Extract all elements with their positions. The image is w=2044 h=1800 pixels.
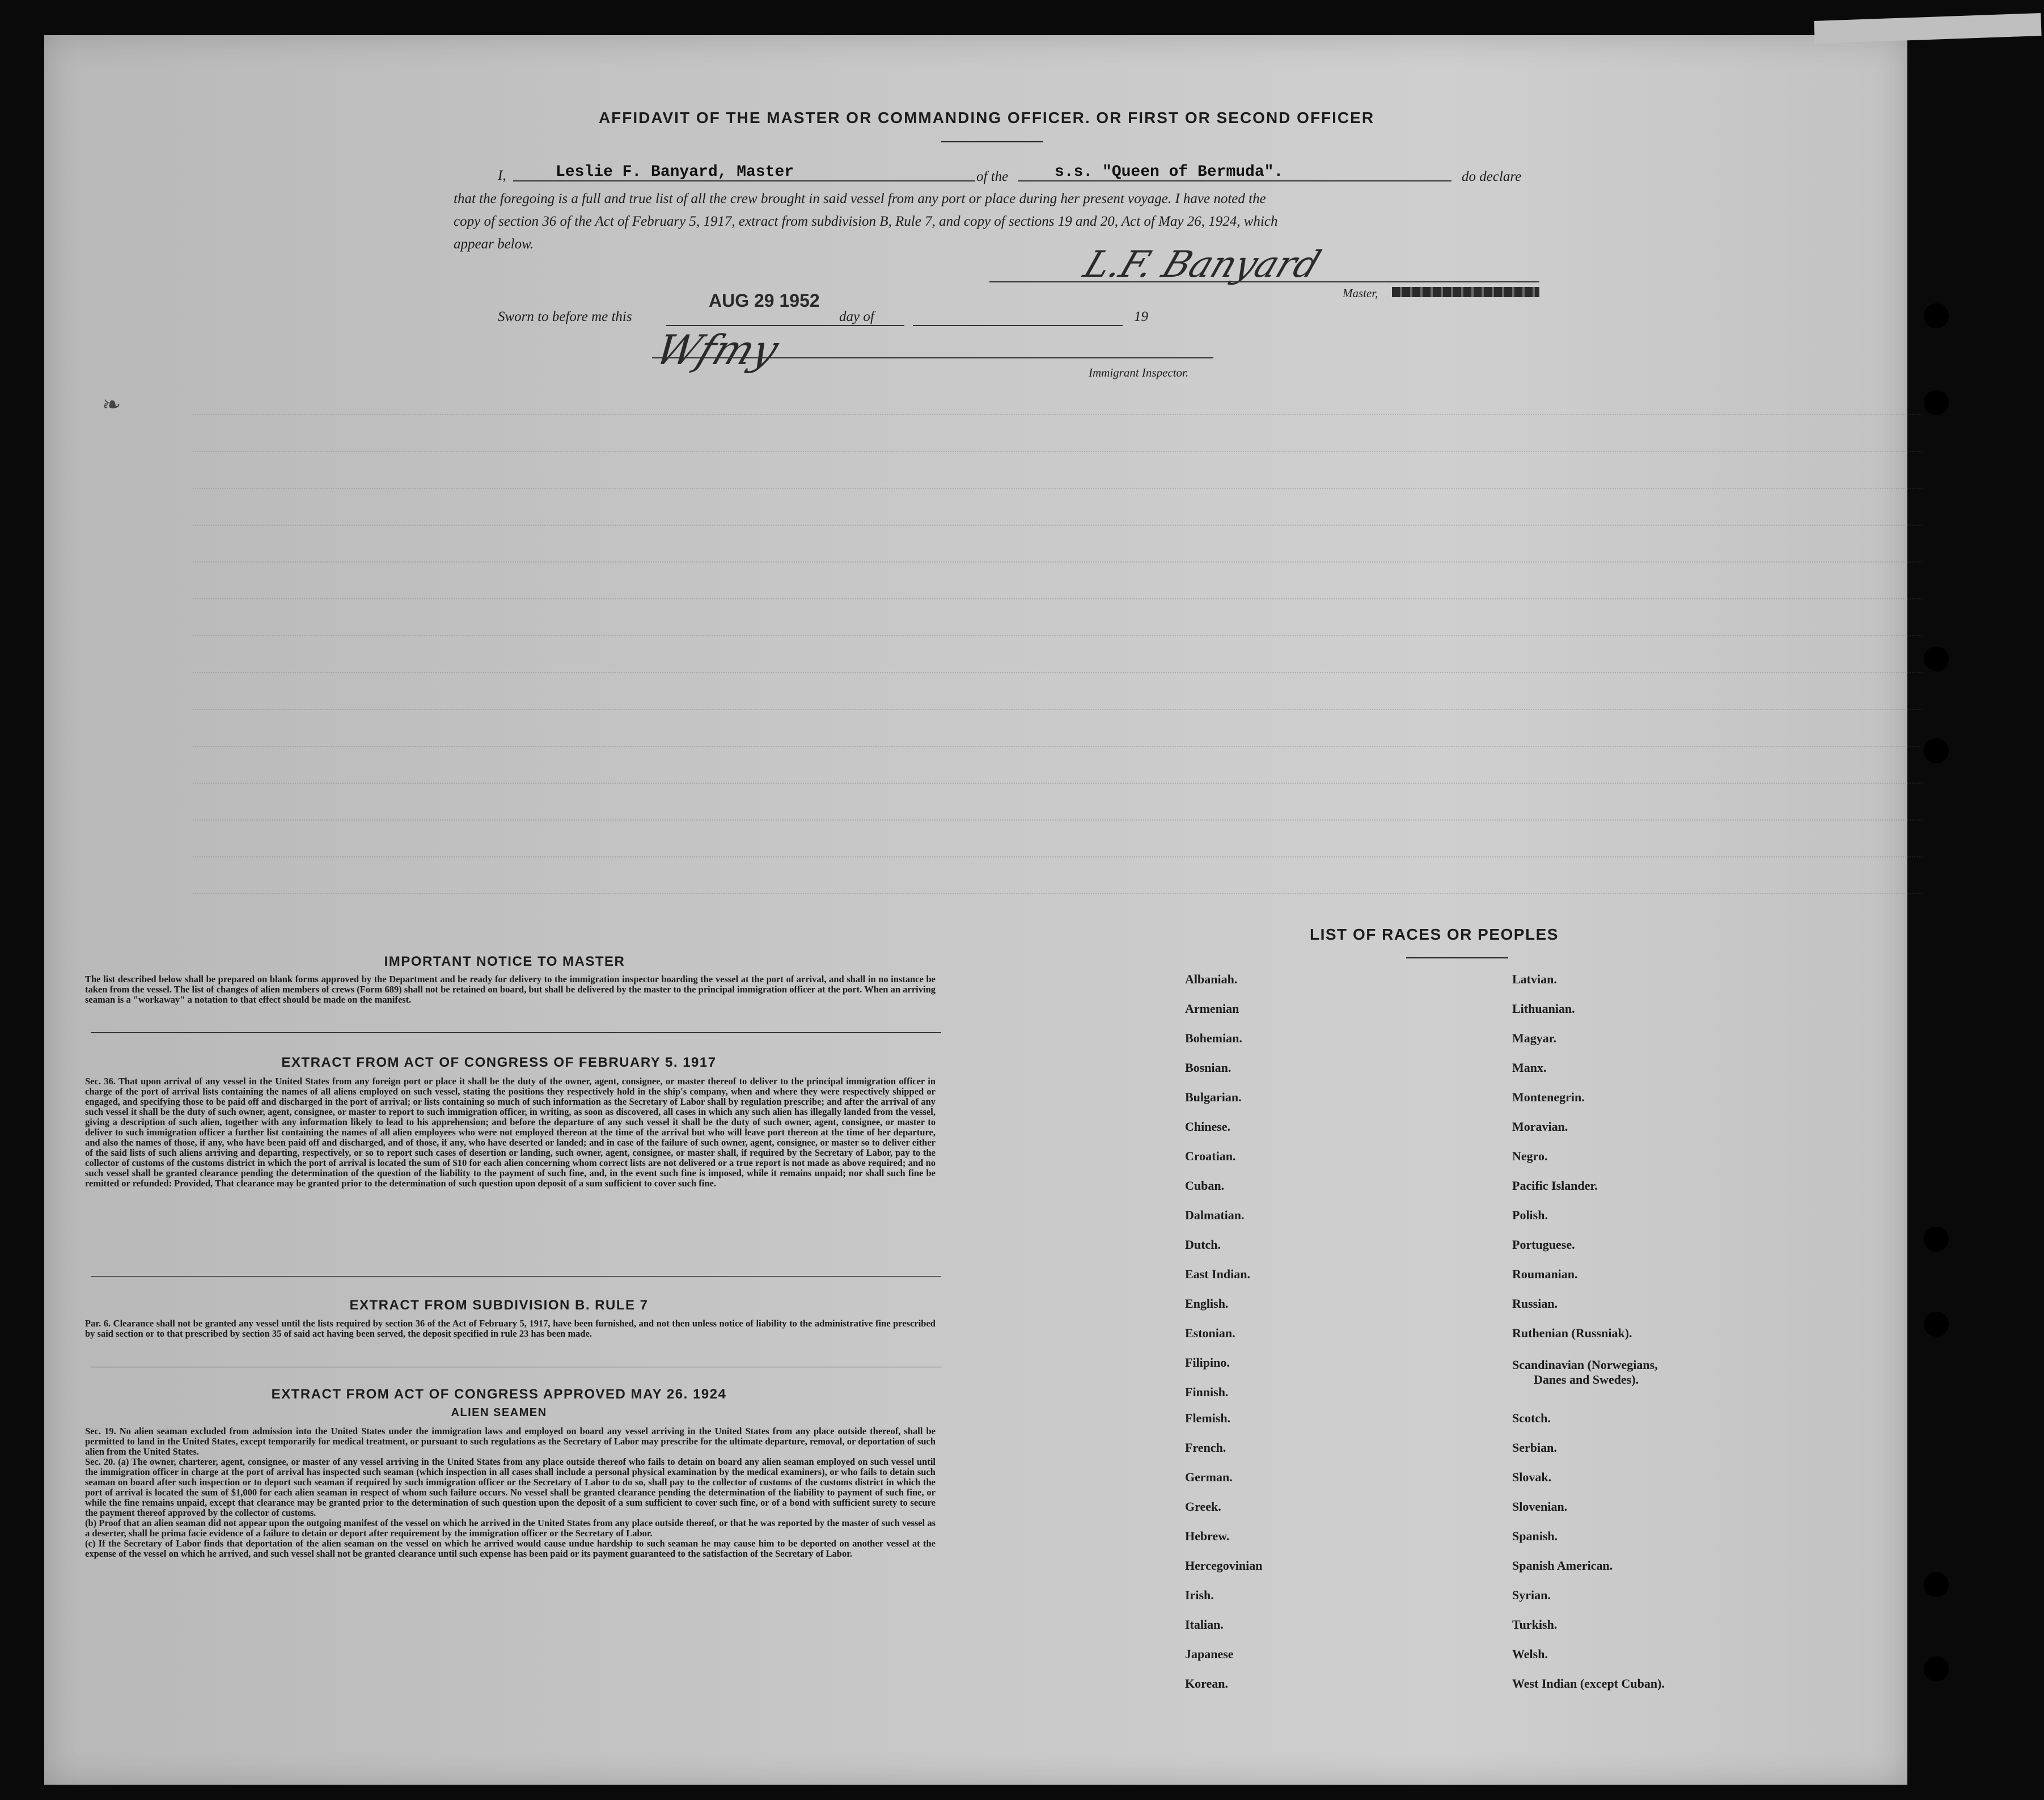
affidavit-body-line-3: appear below.: [454, 236, 534, 252]
race-item: East Indian.: [1185, 1267, 1250, 1281]
race-item: Bosnian.: [1185, 1060, 1232, 1075]
race-item-continued: Danes and Swedes).: [1534, 1372, 1639, 1387]
year-prefix: 19: [1134, 309, 1148, 324]
section-divider: [91, 1276, 941, 1277]
race-item: Croatian.: [1185, 1149, 1236, 1163]
race-item: Bulgarian.: [1185, 1090, 1242, 1104]
race-item: Portuguese.: [1512, 1237, 1575, 1252]
punch-hole: [1924, 1312, 1949, 1337]
race-item: Irish.: [1185, 1588, 1214, 1602]
title-rule: [941, 141, 1043, 142]
race-item: Filipino.: [1185, 1355, 1230, 1370]
race-item: Hercegovinian: [1185, 1558, 1263, 1573]
race-item: Manx.: [1512, 1060, 1547, 1075]
race-item: Korean.: [1185, 1676, 1228, 1691]
punch-hole: [1924, 1657, 1949, 1681]
vessel-name: s.s. "Queen of Bermuda".: [1055, 163, 1284, 181]
race-item: Italian.: [1185, 1617, 1224, 1632]
punch-hole: [1924, 1572, 1949, 1597]
race-item: Scotch.: [1512, 1411, 1551, 1425]
master-signature: L.F. Banyard: [1078, 244, 1326, 286]
affidavit-body-line-2: copy of section 36 of the Act of February 5, 1917, extract from subdivision B, Rule 7, and copy of sections 19 and 20, Act of May 26, 1924, which: [454, 214, 1278, 229]
master-label: Master,: [1343, 286, 1378, 300]
race-item: Scandinavian (Norwegians,: [1512, 1358, 1658, 1372]
section-divider: [91, 1032, 941, 1033]
race-item: Spanish American.: [1512, 1558, 1613, 1573]
race-item: Cuban.: [1185, 1178, 1225, 1193]
struck-out-title: [1392, 287, 1539, 297]
punch-hole: [1924, 738, 1949, 763]
race-item: Japanese: [1185, 1647, 1234, 1661]
affidavit-body-line-1: that the foregoing is a full and true list of all the crew brought in said vessel from any port or place during her present voyage. I have noted the: [454, 191, 1266, 206]
do-declare-label: do declare: [1462, 169, 1522, 184]
extract-1924-text: Sec. 19. No alien seaman excluded from admission into the United States under the immigration laws and employed on board any vessel arriving in the United States from any place outside thereof, shall be permitted to land in the United States, except temporarily for medical treatment, or pursuant to such regulations as the Secretary of Labor may prescribe for the ultimate departure, removal, or deportation of such alien from the United States. Sec. 20. (a) The owner, charterer, agent, consignee, or master of any vessel arriving in the United States from any place outside thereof who fails to detain on board any alien seaman employed on such vessel until the immigration officer in charge at the port of arrival has inspected such seaman (which inspection in all cases shall include a personal physical examination by the medical examiners), or who fails to detain such seaman on board after such inspection or to deport such seaman if required by such immigration officer or the Secretary of Labor to do so, shall pay to the collector of customs of the customs district in which the port of arrival is located the sum of $1,000 for each alien seaman in respect of whom such failure occurs. No vessel shall be granted clearance pending the determination of the liability to payment of such fine, or while the fine remains unpaid, except that clearance may be granted prior to the determination of such question upon the deposit of a sum sufficient to cover such fine, or of a bond with sufficient surety to secure the payment thereof approved by the collector of customs. (b) Proof that an alien seaman did not appear upon the outgoing manifest of the vessel on which he arrived in the United States from any place outside thereof, or that he was reported by the master of such vessel as a deserter, shall be prima facie evidence of a failure to detain or deport after requirement by the immigration officer or the Secretary of Labor. (c) If the Secretary of Labor finds that deportation of the alien seaman on the vessel on which he arrived would cause undue hardship to such seaman he may cause him to be deported on another vessel at the expense of the vessel on which he arrived, and such vessel shall not be granted clearance until such expense has been paid or its payment guaranteed to the satisfaction of the Secretary of Labor.: [85, 1426, 936, 1559]
day-of-label: day of: [839, 309, 874, 324]
race-item: Pacific Islander.: [1512, 1178, 1598, 1193]
race-item: West Indian (except Cuban).: [1512, 1676, 1665, 1691]
affidavit-title: AFFIDAVIT OF THE MASTER OR COMMANDING OFFICER. OR FIRST OR SECOND OFFICER: [598, 109, 1375, 126]
extract-1917-text: Sec. 36. That upon arrival of any vessel in the United States from any foreign port or place it shall be the duty of the owner, agent, consignee, or master thereof to deliver to the principal immigration officer in charge of the port of arrival lists containing the names of all aliens employed on such vessel, stating the positions they respectively hold in the ship's company, when and where they were respectively shipped or engaged, and specifying those to be paid off and discharged in the port of arrival; or lists containing so much of such information as the Secretary of Labor shall by regulation prescribe; and after the arrival of any such vessel it shall be the duty of such owner, agent, consignee, or master to report to such immigration officer, in writing, as soon as discovered, all cases in which any such alien has illegally landed from the vessel, giving a description of such alien, together with any information likely to lead to his apprehension; and before the departure of any such vessel it shall be the duty of such owner, agent, consignee, or master to deliver to such immigration officer a further list containing the names of all alien employees who were not employed thereon at the time of the arrival but who will leave port thereon at the time of her departure, and also the names of those, if any, who have been paid off and discharged, and of those, if any, who have deserted or landed; and in case of the failure of such owner, agent, consignee, or master so to deliver either of the said lists of such aliens arriving and departing, respectively, or so to report such cases of desertion or landing, such owner, agent, consignee, or master shall, if required by the Secretary of Labor, pay to the collector of customs of the customs district in which the port of arrival is located the sum of $10 for each alien concerning whom correct lists are not delivered or a true report is not made as above required; and no such vessel shall be granted clearance pending the determination of the question of the liability to the payment of such fine, and, in the event such fine is imposed, while it remains unpaid; nor shall such fine be remitted or refunded: Provided, That clearance may be granted prior to the determination of such question upon deposit of a sum sufficient to cover such fine.: [85, 1076, 936, 1189]
race-item: Roumanian.: [1512, 1267, 1578, 1281]
date-stamp: AUG 29 1952: [709, 290, 820, 311]
race-item: Latvian.: [1512, 972, 1557, 986]
sworn-label: Sworn to before me this: [498, 309, 632, 324]
race-item: Chinese.: [1185, 1119, 1231, 1134]
race-item: German.: [1185, 1470, 1233, 1484]
race-item: Lithuanian.: [1512, 1002, 1575, 1016]
race-item: Welsh.: [1512, 1647, 1548, 1661]
of-the-label: of the: [976, 169, 1009, 184]
race-item: Dutch.: [1185, 1237, 1221, 1252]
page-curl: [1814, 13, 2041, 44]
extract-rule7-heading: EXTRACT FROM SUBDIVISION B. RULE 7: [349, 1298, 649, 1313]
race-item: Turkish.: [1512, 1617, 1558, 1632]
race-item: Dalmatian.: [1185, 1208, 1245, 1222]
ink-smudge: ❧: [102, 392, 121, 417]
race-item: Spanish.: [1512, 1529, 1558, 1543]
race-item: Albaniah.: [1185, 972, 1238, 986]
i-label: I,: [498, 168, 506, 183]
race-item: Negro.: [1512, 1149, 1548, 1163]
race-item: Polish.: [1512, 1208, 1548, 1222]
race-item: Serbian.: [1512, 1440, 1557, 1455]
extract-rule7-text: Par. 6. Clearance shall not be granted any vessel until the lists required by section 36 of the Act of February 5, 1917, have been furnished, and not then unless notice of liability to the administrative fine prescribed by said section or to that prescribed by section 35 of said act having been served, the deposit specified in rule 23 has been made.: [85, 1318, 936, 1339]
notice-heading: IMPORTANT NOTICE TO MASTER: [384, 954, 625, 969]
race-item: Montenegrin.: [1512, 1090, 1585, 1104]
signature-line: [989, 265, 1539, 282]
inspector-signature: Wfmy: [649, 326, 785, 374]
punch-hole: [1924, 303, 1949, 328]
extract-1924-subheading: ALIEN SEAMEN: [451, 1406, 547, 1419]
races-heading-rule: [1406, 957, 1508, 958]
race-item: Moravian.: [1512, 1119, 1568, 1134]
races-heading: LIST OF RACES OR PEOPLES: [1310, 926, 1559, 943]
punch-hole: [1924, 647, 1949, 671]
race-item: English.: [1185, 1296, 1229, 1311]
punch-hole: [1924, 390, 1949, 415]
race-item: Hebrew.: [1185, 1529, 1230, 1543]
race-item: French.: [1185, 1440, 1226, 1455]
extract-1917-heading: EXTRACT FROM ACT OF CONGRESS OF FEBRUARY 5. 1917: [281, 1055, 717, 1070]
notice-text: The list described below shall be prepared on blank forms approved by the Department and be ready for delivery to the immigration inspector boarding the vessel at the port of arrival, and shall in no instance be taken from the vessel. The list of changes of alien members of crews (Form 689) shall not be retained on board, but shall be delivered by the master to the principal immigration officer at the port. When an arriving seaman is a "workaway" a notation to that effect should be made on the manifest.: [85, 974, 936, 1005]
race-item: Magyar.: [1512, 1031, 1557, 1045]
race-item: Estonian.: [1185, 1326, 1235, 1340]
race-item: Armenian: [1185, 1002, 1239, 1016]
punch-hole: [1924, 1227, 1949, 1252]
race-item: Finnish.: [1185, 1385, 1229, 1399]
inspector-signature-line: [652, 340, 1213, 358]
race-item: Syrian.: [1512, 1588, 1551, 1602]
race-item: Bohemian.: [1185, 1031, 1242, 1045]
race-item: Greek.: [1185, 1499, 1221, 1514]
race-item: Slovenian.: [1512, 1499, 1568, 1514]
master-name: Leslie F. Banyard, Master: [556, 163, 794, 181]
extract-1924-heading: EXTRACT FROM ACT OF CONGRESS APPROVED MAY 26. 1924: [271, 1387, 727, 1402]
race-item: Ruthenian (Russniak).: [1512, 1326, 1632, 1340]
race-item: Russian.: [1512, 1296, 1558, 1311]
inspector-label: Immigrant Inspector.: [1089, 366, 1189, 379]
month-line: [913, 309, 1123, 326]
race-item: Slovak.: [1512, 1470, 1552, 1484]
race-item: Flemish.: [1185, 1411, 1231, 1425]
